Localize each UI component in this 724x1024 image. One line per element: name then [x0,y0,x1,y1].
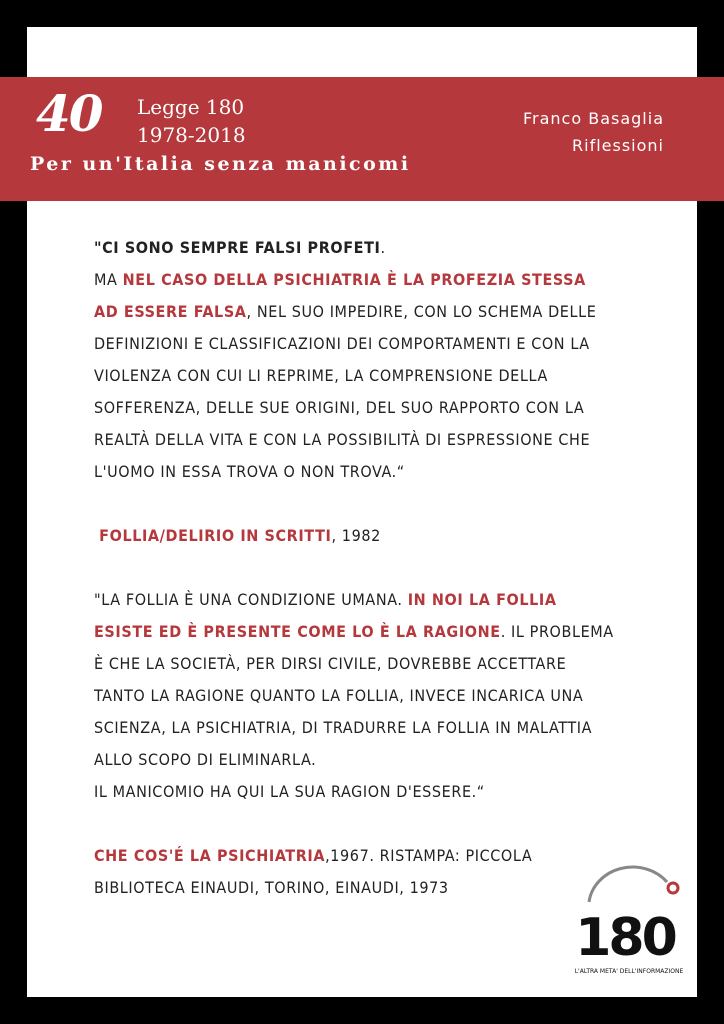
logo-number: 180 [575,908,675,968]
quote-2-text: . IL PROBLEMA È CHE LA SOCIETÀ, PER DIRSI CIVILE, DOVREBBE ACCETTARE TANTO LA RAGIONE QUANTO LA FOLLIA, INVECE INCARICA UNA SCIENZA, LA PSICHIATRIA, DI TRADURRE LA FOLLIA IN MALATTIA ALLO SCOPO DI ELIMINARLA. [94,622,614,769]
logo-180 [567,860,692,982]
citation-1-title: FOLLIA/DELIRIO IN SCRITTI [99,526,332,545]
law-info [137,93,246,149]
citation-2-title: CHE COS'É LA PSICHIATRIA [94,846,326,865]
quote-1-text: , NEL SUO IMPEDIRE, CON LO SCHEMA DELLE DEFINIZIONI E CLASSIFICAZIONI DEI COMPORTAMENTI E CON LA VIOLENZA CON CUI LI REPRIME, LA COMPRENSIONE DELLA SOFFERENZA, DELLE SUE ORIGINI, DEL SUO RAPPORTO CON LA REALTÀ DELLA VITA E CON LA POSSIBILITÀ DI ESPRESSIONE CHE L'UOMO IN ESSA TROVA O NON TROVA.“ [94,302,597,481]
author-block [523,105,664,159]
header-banner [0,77,724,201]
logo-tagline: L'ALTRA META' DELL'INFORMAZIONE [574,968,684,975]
section-name: Riflessioni [572,136,664,155]
main-content [94,232,614,904]
law-title: Legge 180 [137,95,245,119]
citation-2 [94,840,614,904]
quote-1-opening: "CI SONO SEMPRE FALSI PROFETI [94,238,381,257]
quote-2 [94,584,614,808]
quote-2-last: IL MANICOMIO HA QUI LA SUA RAGION D'ESSERE.“ [94,782,485,801]
anniversary-number: 40 [36,84,102,143]
quote-2-highlight: IN NOI LA FOLLIA ESISTE ED È PRESENTE COME LO È LA RAGIONE [94,590,557,641]
quote-1: "CI SONO SEMPRE FALSI PROFETI. MA NEL CASO DELLA PSICHIATRIA È LA PROFEZIA STESSA AD ESSERE FALSA, NEL SUO IMPEDIRE, CON LO SCHEMA DELLE DEFINIZIONI E CLASSIFICAZIONI DEI COMPORTAMENTI E CON LA VIOLENZA CON CUI LI REPRIME, LA COMPRENSIONE DELLA SOFFERENZA, DELLE SUE ORIGINI, DEL SUO RAPPORTO CON LA REALTÀ DELLA VITA E CON LA POSSIBILITÀ DI ESPRESSIONE CHE L'UOMO IN ESSA TROVA O NON TROVA.“ [94,238,597,481]
banner-tagline: Per un'Italia senza manicomi [30,153,411,175]
citation-1-year: , 1982 [331,526,381,545]
author-name: Franco Basaglia [522,109,664,128]
quote-1-highlight: NEL CASO DELLA PSICHIATRIA È LA PROFEZIA STESSA AD ESSERE FALSA [94,270,586,321]
law-years: 1978-2018 [137,123,246,147]
citation-1 [94,520,614,552]
quote-2-start: "LA FOLLIA È UNA CONDIZIONE UMANA. [94,590,408,609]
citation-2-text: ,1967. RISTAMPA: PICCOLA BIBLIOTECA EINAUDI, TORINO, EINAUDI, 1973 [94,846,533,897]
